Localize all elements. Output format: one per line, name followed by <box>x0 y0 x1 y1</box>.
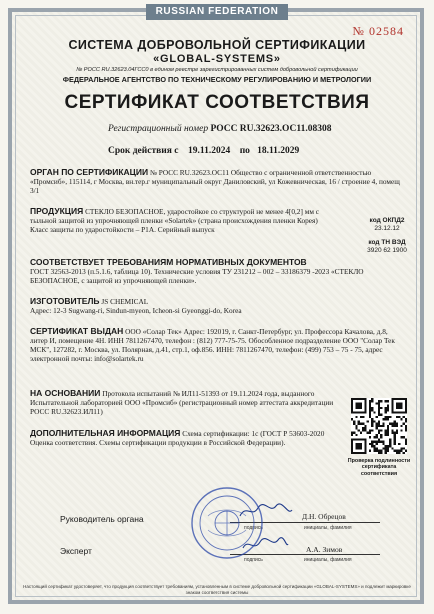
maker-heading: ИЗГОТОВИТЕЛЬ <box>30 296 100 306</box>
basis-heading: НА ОСНОВАНИИ <box>30 388 101 398</box>
certification-seal <box>190 486 264 560</box>
certification-body-section <box>30 167 400 195</box>
maker-address: Адрес: 12-3 Sugwang-ri, Sindun-myeon, Icheon-si Gyeonggi-do, Korea <box>30 306 242 315</box>
tnved-code: 3920 62 1900 <box>367 247 407 254</box>
expert-label: Эксперт <box>60 546 92 556</box>
additional-info-section <box>30 428 336 447</box>
country-banner: RUSSIAN FEDERATION <box>146 4 288 20</box>
valid-to-label: по <box>239 146 250 156</box>
valid-label: Срок действия с <box>108 146 179 156</box>
registration-number <box>108 124 332 134</box>
system-name: «GLOBAL-SYSTEMS» <box>153 53 281 65</box>
okpd-code: 23.12.12 <box>374 225 400 232</box>
qr-code[interactable] <box>351 398 407 454</box>
basis-section <box>30 388 336 416</box>
req-heading: СООТВЕТСТВУЕТ ТРЕБОВАНИЯМ НОРМАТИВНЫХ ДОКУМЕНТОВ <box>30 257 307 267</box>
classification-codes <box>352 217 422 255</box>
reg-label: Регистрационный номер <box>108 124 209 134</box>
product-section <box>30 206 345 234</box>
org-heading: ОРГАН ПО СЕРТИФИКАЦИИ <box>30 167 149 177</box>
expert-initials-caption: инициалы, фамилия <box>304 557 352 563</box>
footer-text: Настоящий сертификат удостоверяет, что продукция соответствует требованиям, установленным в системе добровольной сертификации «GLOBAL-SYSTEMS» и подлежит маркировке знаком соответствия системы <box>23 584 411 595</box>
serial-number: № 02584 <box>352 24 404 38</box>
qr-caption: Проверка подлинности сертификата соответствия <box>347 458 411 477</box>
issued-heading: СЕРТИФИКАТ ВЫДАН <box>30 326 124 336</box>
okpd-label: код ОКПД2 <box>369 217 405 224</box>
extra-text: Схема сертификации: 1с (ГОСТ Р 53603-2020 Оценка соответствия. Схемы сертификации продукции в Российской Федерации). <box>30 429 325 447</box>
head-sig-caption: подпись <box>244 525 263 531</box>
product-class: Класс защиты по ударостойкости – Р1А. Серийный выпуск <box>30 225 215 234</box>
head-label: Руководитель органа <box>60 514 144 524</box>
certificate-title: СЕРТИФИКАТ СООТВЕТСТВИЯ <box>64 92 370 113</box>
head-initials-caption: инициалы, фамилия <box>304 525 352 531</box>
issued-text: ООО «Солар Тек» Адрес: 192019, г. Санкт-Петербург, ул. Профессора Качалова, д.8, литер И, помещение 4Н. ИНН 7811267470, телефон : (812) 777-75-75. Обособленное подразделение ООО "Солар Тек МСК", 127282, г. Москва, ул. Полярная, д.41, стр.1, оф.856. ИНН: 7811267470, телефон: (499) 753 – 75 - 75, адрес электронной почты: info@solartek.ru <box>30 327 395 363</box>
valid-to: 18.11.2029 <box>257 146 300 156</box>
valid-from: 19.11.2024 <box>187 146 231 156</box>
expert-sig-caption: подпись <box>244 557 263 563</box>
validity-period <box>108 146 299 156</box>
basis-text: Протокола испытаний № ИЛ11-51393 от 19.11.2024 года, выданного Испытательной лабораторией ООО «Промсиб» (регистрационный номер аттестата аккредитации РОСС RU.32623.ИЛ11) <box>30 389 334 416</box>
product-text: СТЕКЛО БЕЗОПАСНОЕ, ударостойкое со структурой не менее 4[0,2] мм с тыльной защитой из упрочняющей пленки «Solartek» (страна происхождения пленки Корея) <box>30 207 320 225</box>
tnved-label: код ТН ВЭД <box>368 239 406 246</box>
issued-to-section <box>30 326 400 363</box>
reg-value: РОСС RU.32623.ОС11.08308 <box>210 124 332 134</box>
manufacturer-section <box>30 296 400 315</box>
registry-line: № РОСС RU.32623.04ГСС0 в едином реестре зарегистрированных систем добровольной сертификации <box>76 67 358 73</box>
req-text: ГОСТ 32563-2013 (п.5.1.6, таблица 10). Технические условия ТУ 231212 – 002 – 33186379 -2023 «СТЕКЛО БЕЗОПАСНОЕ, с защитой из упрочняющей пленки». <box>30 267 364 285</box>
extra-heading: ДОПОЛНИТЕЛЬНАЯ ИНФОРМАЦИЯ <box>30 428 181 438</box>
requirements-section <box>30 257 375 285</box>
maker-name: JS CHEMICAL <box>101 297 149 306</box>
head-name: Д.Н. Обрецов <box>302 512 346 521</box>
product-heading: ПРОДУКЦИЯ <box>30 206 84 216</box>
org-text: № РОСС RU.32623.ОС11 Общество с ограниченной ответственностью «Промсиб», 115114, г Москва, вн.тер.г муниципальный округ Даниловский, ул Кожевническая, 16 / строение 4, помещ 3/1 <box>30 168 400 195</box>
system-title: СИСТЕМА ДОБРОВОЛЬНОЙ СЕРТИФИКАЦИИ <box>68 38 366 52</box>
agency-name: ФЕДЕРАЛЬНОЕ АГЕНТСТВО ПО ТЕХНИЧЕСКОМУ РЕГУЛИРОВАНИЮ И МЕТРОЛОГИИ <box>62 75 372 84</box>
expert-name: А.А. Зимов <box>306 545 343 554</box>
